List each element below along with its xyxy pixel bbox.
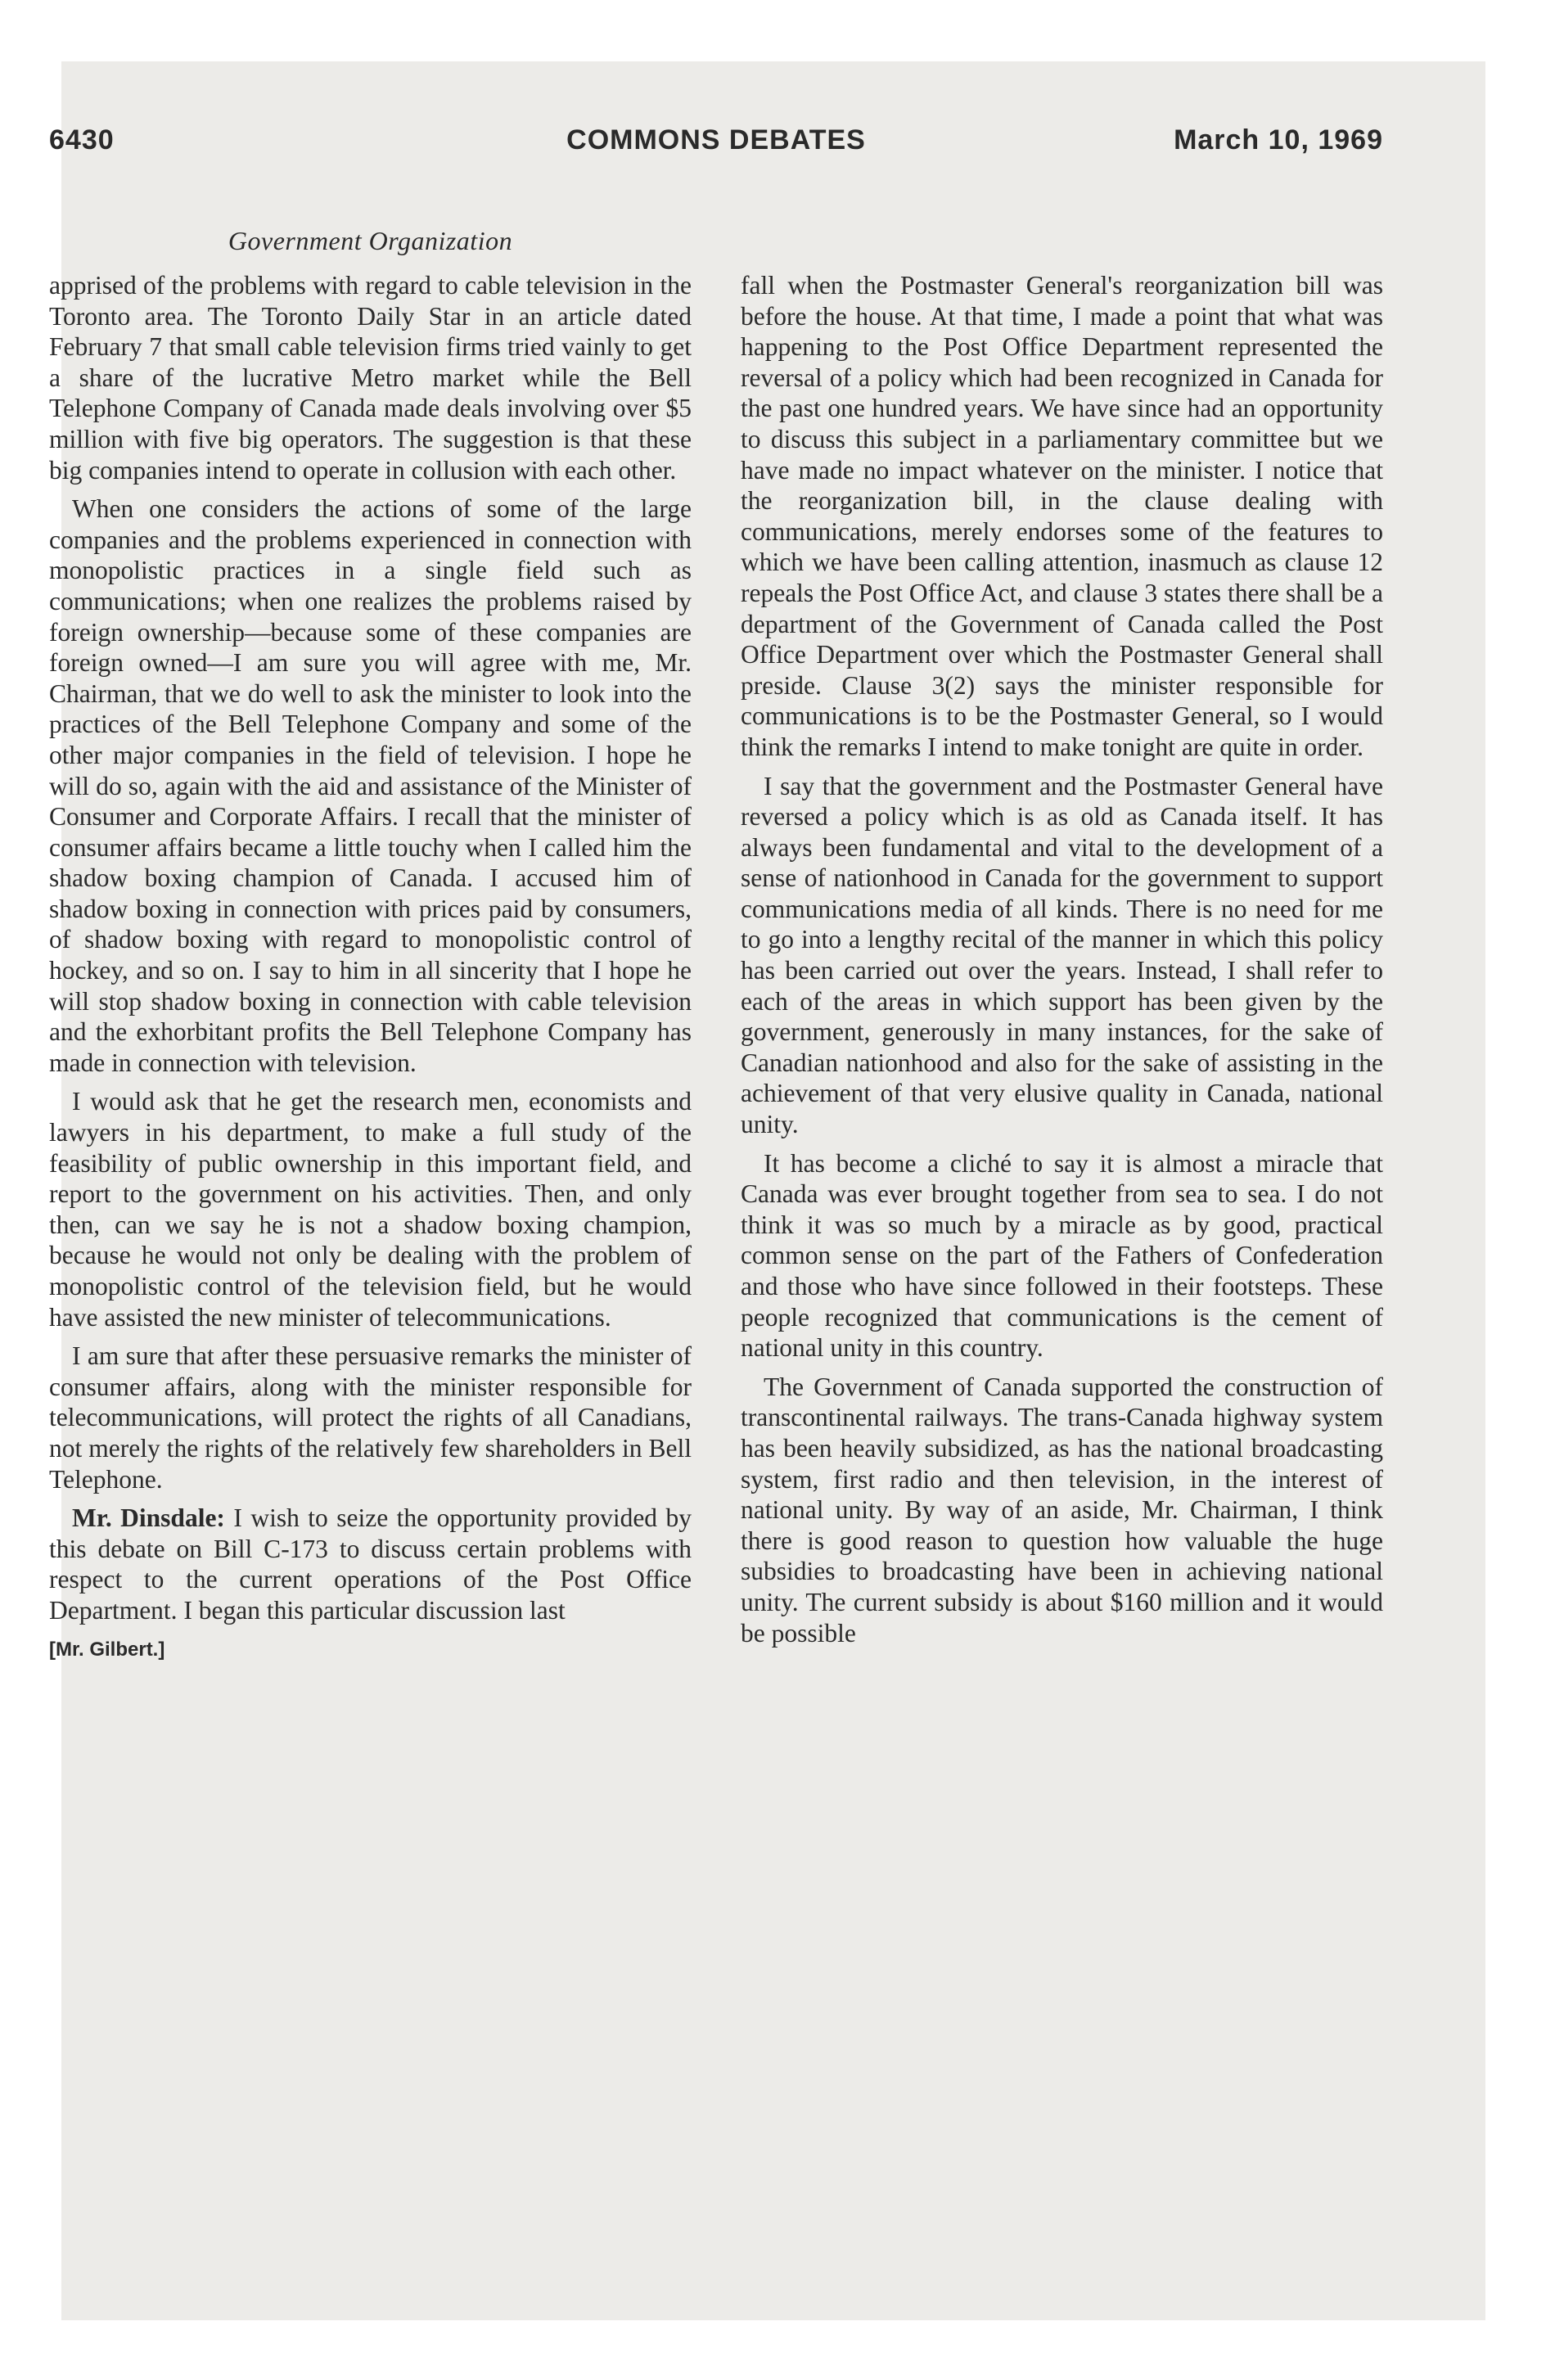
left-column <box>49 270 692 1673</box>
paragraph: When one considers the actions of some of the large companies and the problems experienced in connection with monopolistic practices in a single field such as communications; when one realizes the problems raised by foreign ownership—because some of these companies are foreign owned—I am sure you will agree with me, Mr. Chairman, that we do well to ask the minister to look into the practices of the Bell Telephone Company and some of the other major companies in the field of television. I hope he will do so, again with the aid and assistance of the Minister of Consumer and Corporate Affairs. I recall that the minister of consumer affairs became a little touchy when I called him the shadow boxing champion of Canada. I accused him of shadow boxing in connection with prices paid by consumers, of shadow boxing with regard to monopolistic control of hockey, and so on. I say to him in all sincerity that I hope he will stop shadow boxing in connection with cable television and the exhorbitant profits the Bell Telephone Company has made in connection with television. <box>49 494 692 1077</box>
right-column <box>741 270 1383 1657</box>
paragraph: The Government of Canada supported the construction of transcontinental railways. The trans-Canada highway system has been heavily subsidized, as has the national broadcasting system, first radio and then television, in the interest of national unity. By way of an aside, Mr. Chairman, I think there is good reason to question how valuable the huge subsidies to broadcasting have been in achieving national unity. The current subsidy is about $160 million and it would be possible <box>741 1372 1383 1648</box>
paragraph <box>49 1503 692 1625</box>
speaker-name: Mr. Dinsdale: <box>72 1503 225 1533</box>
paragraph: It has become a cliché to say it is almost a miracle that Canada was ever brought together from sea to sea. I do not think it was so much by a miracle as by good, practical common sense on the part of the Fathers of Confederation and those who have since followed in their footsteps. These people recognized that communications is the cement of national unity in this country. <box>741 1148 1383 1363</box>
page-number: 6430 <box>49 124 115 156</box>
publication-title: COMMONS DEBATES <box>566 124 866 156</box>
page-date: March 10, 1969 <box>1174 124 1383 156</box>
hansard-page <box>49 124 1383 1661</box>
section-subhead: Government Organization <box>228 226 513 255</box>
paragraph: I say that the government and the Postmaster General have reversed a policy which is as old as Canada itself. It has always been fundamental and vital to the development of a sense of nationhood in Canada for the government to support communications media of all kinds. There is no need for me to go into a lengthy recital of the manner in which this policy has been carried out over the years. Instead, I shall refer to each of the areas in which support has been given by the government, generously in many instances, for the sake of Canadian nationhood and also for the sake of assisting in the achievement of that very elusive quality in Canada, national unity. <box>741 771 1383 1139</box>
page-header <box>49 124 1383 165</box>
paragraph: fall when the Postmaster General's reorganization bill was before the house. At that time, I made a point that what was happening to the Post Office Department represented the reversal of a policy which had been recognized in Canada for the past one hundred years. We have since had an opportunity to discuss this subject in a parliamentary committee but we have made no impact whatever on the minister. I notice that the reorganization bill, in the clause dealing with communications, merely endorses some of the features to which we have been calling attention, inasmuch as clause 12 repeals the Post Office Act, and clause 3 states there shall be a department of the Government of Canada called the Post Office Department over which the Postmaster General shall preside. Clause 3(2) says the minister responsible for communications is to be the Postmaster General, so I would think the remarks I intend to make tonight are quite in order. <box>741 271 1383 761</box>
paragraph: apprised of the problems with regard to cable television in the Toronto area. The Toronto Daily Star in an article dated February 7 that small cable television firms tried vainly to get a share of the lucrative Metro market while the Bell Telephone Company of Canada made deals involving over $5 million with five big operators. The suggestion is that these big companies intend to operate in collusion with each other. <box>49 271 692 485</box>
paragraph: I would ask that he get the research men, economists and lawyers in his department, to make a full study of the feasibility of public ownership in this important field, and report to the government on his activities. Then, and only then, can we say he is not a shadow boxing champion, because he would not only be dealing with the problem of monopolistic control of the television field, but he would have assisted the new minister of telecommunications. <box>49 1087 692 1332</box>
speaker-attribution: [Mr. Gilbert.] <box>49 1638 165 1661</box>
paragraph: I am sure that after these persuasive remarks the minister of consumer affairs, along with the minister responsible for telecommunications, will protect the rights of all Canadians, not merely the rights of the relatively few shareholders in Bell Telephone. <box>49 1341 692 1494</box>
speech-text: I wish to seize the opportunity provided by this debate on Bill C-173 to discuss certain problems with respect to the current operations of the Post Office Department. I began this particular discussion last <box>49 1503 692 1625</box>
